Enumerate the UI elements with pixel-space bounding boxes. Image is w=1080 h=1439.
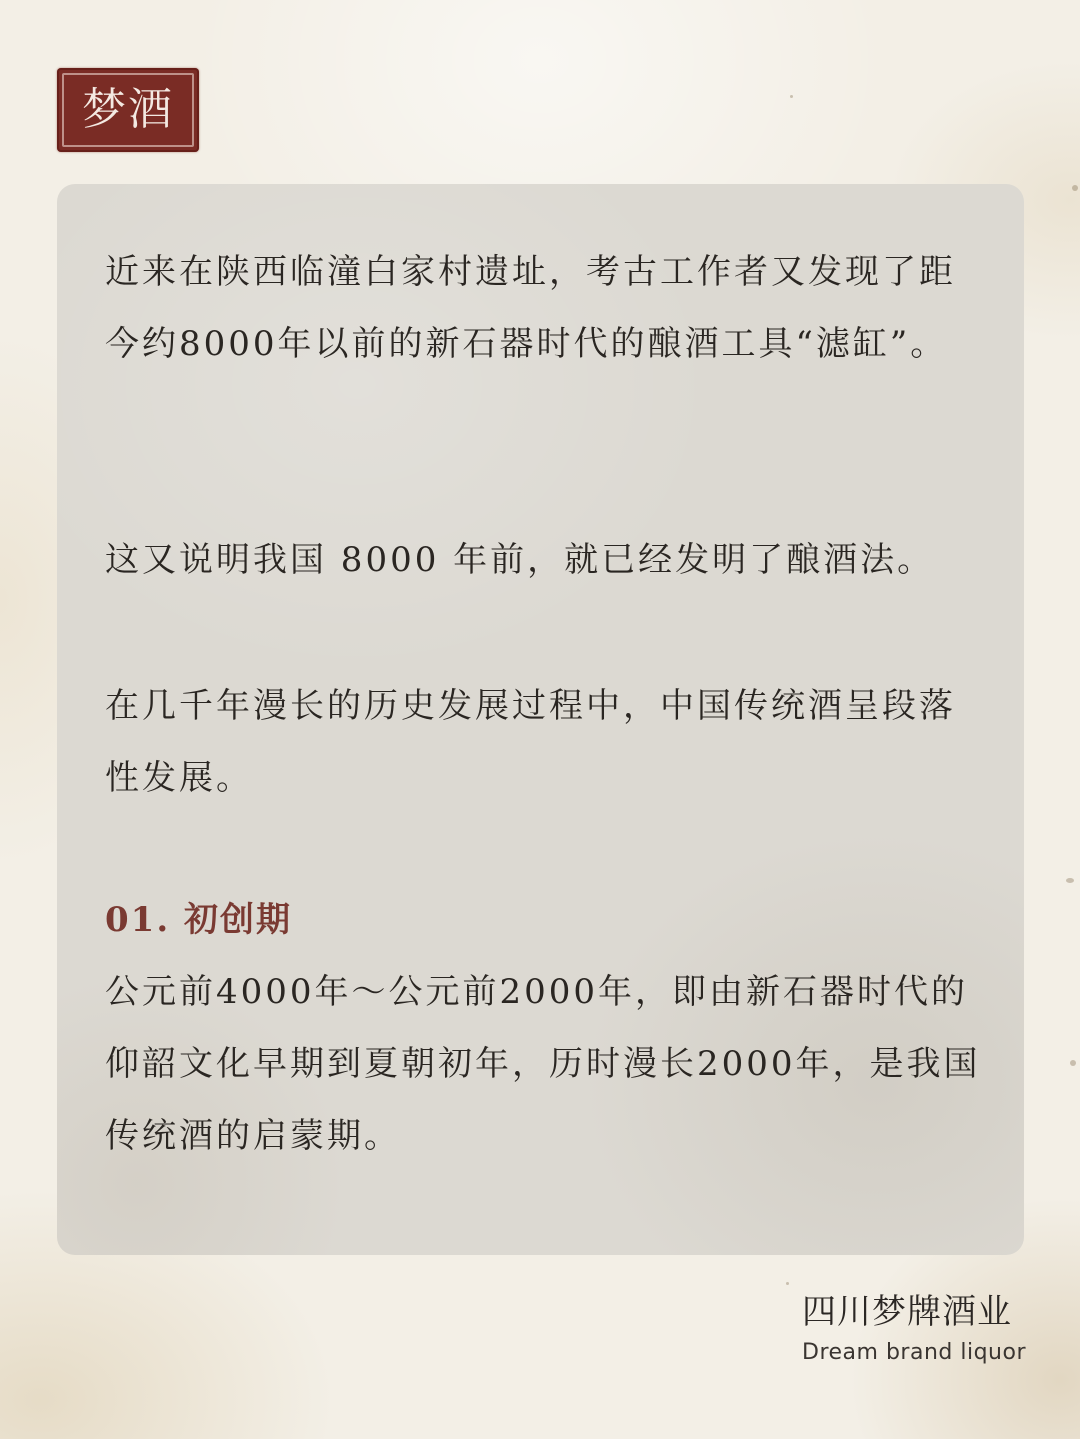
brand-name-cn: 四川梦牌酒业	[802, 1292, 1013, 1332]
section-heading-initial-period: 01. 初创期	[105, 900, 292, 940]
brand-footer	[802, 1288, 1026, 1370]
paragraph-development: 在几千年漫长的历史发展过程中，中国传统酒呈段落性发展。	[105, 686, 956, 798]
paragraph-initial-period: 公元前4000年～公元前2000年，即由新石器时代的仰韶文化早期到夏朝初年，历时漫长2000年，是我国传统酒的启蒙期。	[105, 972, 981, 1156]
content-card	[57, 184, 1024, 1255]
paragraph-invention: 这又说明我国 8000 年前，就已经发明了酿酒法。	[105, 540, 935, 580]
paragraph-discovery: 近来在陕西临潼白家村遗址，考古工作者又发现了距今约8000年以前的新石器时代的酿酒工具“滤缸”。	[105, 252, 956, 364]
paper-speck	[786, 1282, 789, 1285]
paper-speck	[1072, 185, 1078, 191]
paper-speck	[1070, 1060, 1076, 1066]
paper-speck	[790, 95, 793, 98]
seal-logo-text: 梦酒	[82, 84, 174, 135]
brand-name-en: Dream brand liquor	[802, 1340, 1026, 1365]
seal-logo	[57, 68, 199, 152]
paper-speck	[1066, 878, 1074, 883]
